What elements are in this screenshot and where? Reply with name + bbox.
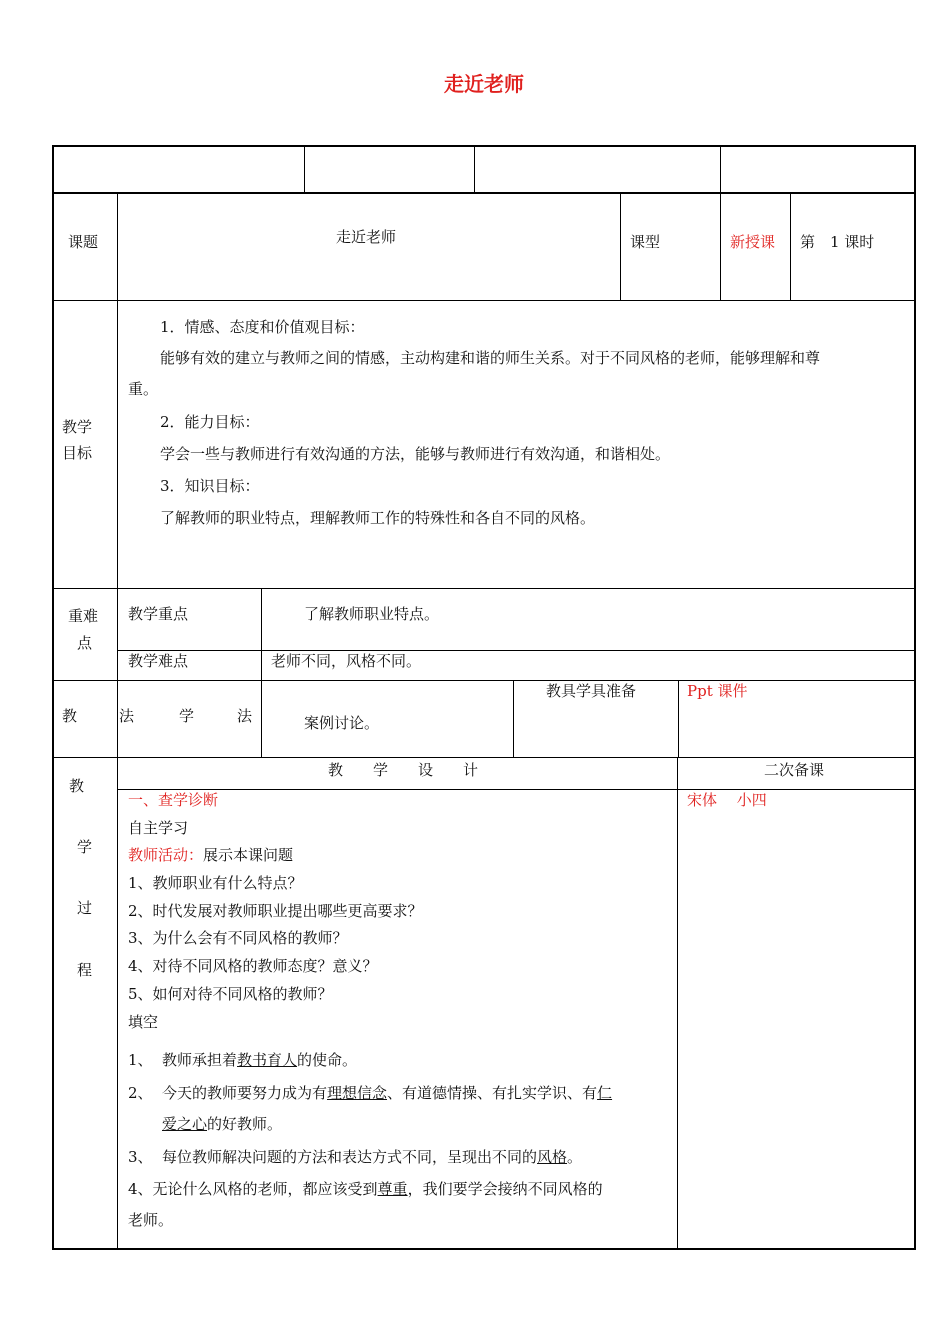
page-title: 走近老师 — [444, 72, 524, 96]
methods-label-char: 法 — [237, 707, 253, 725]
second-prep-note: 宋体 小四 — [687, 791, 767, 809]
key-point-label: 教学重点 — [128, 605, 189, 623]
teacher-activity-value: 展示本课问题 — [203, 846, 294, 864]
key-point-value: 了解教师职业特点。 — [304, 605, 440, 623]
objective-line: 重。 — [128, 380, 159, 398]
answer-underline: 风格 — [537, 1148, 568, 1166]
objective-line: 学会一些与教师进行有效沟通的方法，能够与教师进行有效沟通，和谐相处。 — [160, 445, 671, 463]
fill-item: 每位教师解决问题的方法和表达方式不同，呈现出不同的风格。 — [162, 1148, 583, 1166]
lesson-type-label: 课型 — [630, 233, 661, 251]
difficulty-label-2: 点 — [77, 634, 93, 652]
answer-underline: 仁 — [597, 1084, 613, 1102]
answer-underline: 理想信念 — [327, 1084, 388, 1102]
question-item: 2、时代发展对教师职业提出哪些更高要求？ — [128, 902, 423, 920]
tools-label: 教具学具准备 — [546, 682, 637, 700]
process-label-char: 程 — [77, 961, 93, 979]
difficulty-label-1: 重难 — [68, 607, 99, 625]
lesson-type-value: 新授课 — [730, 233, 776, 251]
question-item: 1、教师职业有什么特点？ — [128, 874, 303, 892]
question-item: 4、对待不同风格的教师态度？意义？ — [128, 957, 378, 975]
objectives-label-2: 目标 — [62, 444, 93, 462]
fill-item-number: 2、 — [128, 1084, 153, 1102]
tools-value: Ppt 课件 — [687, 682, 748, 700]
fill-item-cont: 爱之心的好教师。 — [162, 1115, 283, 1133]
objective-line: 了解教师的职业特点，理解教师工作的特殊性和各自不同的风格。 — [160, 509, 596, 527]
process-label-char: 教 — [69, 777, 85, 795]
answer-underline: 教书育人 — [237, 1051, 298, 1069]
topic-value: 走近老师 — [336, 228, 397, 246]
answer-underline: 爱之心 — [162, 1115, 208, 1133]
topic-label: 课题 — [68, 233, 99, 251]
objective-line: 能够有效的建立与教师之间的情感，主动构建和谐的师生关系。对于不同风格的老师，能够理解和尊 — [160, 349, 821, 367]
methods-label-char: 教 — [62, 707, 78, 725]
methods-label-char: 学 — [179, 707, 195, 725]
fill-item: 今天的教师要努力成为有理想信念、有道德情操、有扎实学识、有仁 — [162, 1084, 613, 1102]
objective-line: 2．能力目标： — [160, 413, 260, 431]
objective-line: 3．知识目标： — [160, 477, 260, 495]
objective-line: 1．情感、态度和价值观目标： — [160, 318, 365, 336]
hard-point-label: 教学难点 — [128, 652, 189, 670]
fill-item-cont: 老师。 — [128, 1211, 174, 1229]
process-label-char: 过 — [77, 899, 93, 917]
fill-item-number: 1、 — [128, 1051, 153, 1069]
fill-item: 教师承担着教书育人的使命。 — [162, 1051, 358, 1069]
self-study-label: 自主学习 — [128, 819, 189, 837]
fill-item: 4、无论什么风格的老师，都应该受到尊重，我们要学会接纳不同风格的 — [128, 1180, 603, 1198]
fill-blank-label: 填空 — [128, 1013, 159, 1031]
fill-item-number: 3、 — [128, 1148, 153, 1166]
hard-point-value: 老师不同，风格不同。 — [271, 652, 422, 670]
teacher-activity — [128, 845, 293, 865]
process-label-char: 学 — [77, 838, 93, 856]
objectives-label-1: 教学 — [62, 418, 93, 436]
design-header: 教 学 设 计 — [328, 761, 479, 779]
section-heading: 一、查学诊断 — [128, 791, 219, 809]
answer-underline: 尊重 — [377, 1180, 408, 1198]
question-item: 5、如何对待不同风格的教师？ — [128, 985, 333, 1003]
period-count: 第 1 课时 — [800, 233, 875, 251]
teacher-activity-label: 教师活动： — [128, 846, 204, 864]
second-prep-header: 二次备课 — [764, 761, 825, 779]
methods-value: 案例讨论。 — [304, 714, 380, 732]
question-item: 3、为什么会有不同风格的教师？ — [128, 929, 348, 947]
methods-label-char: 法 — [119, 707, 135, 725]
